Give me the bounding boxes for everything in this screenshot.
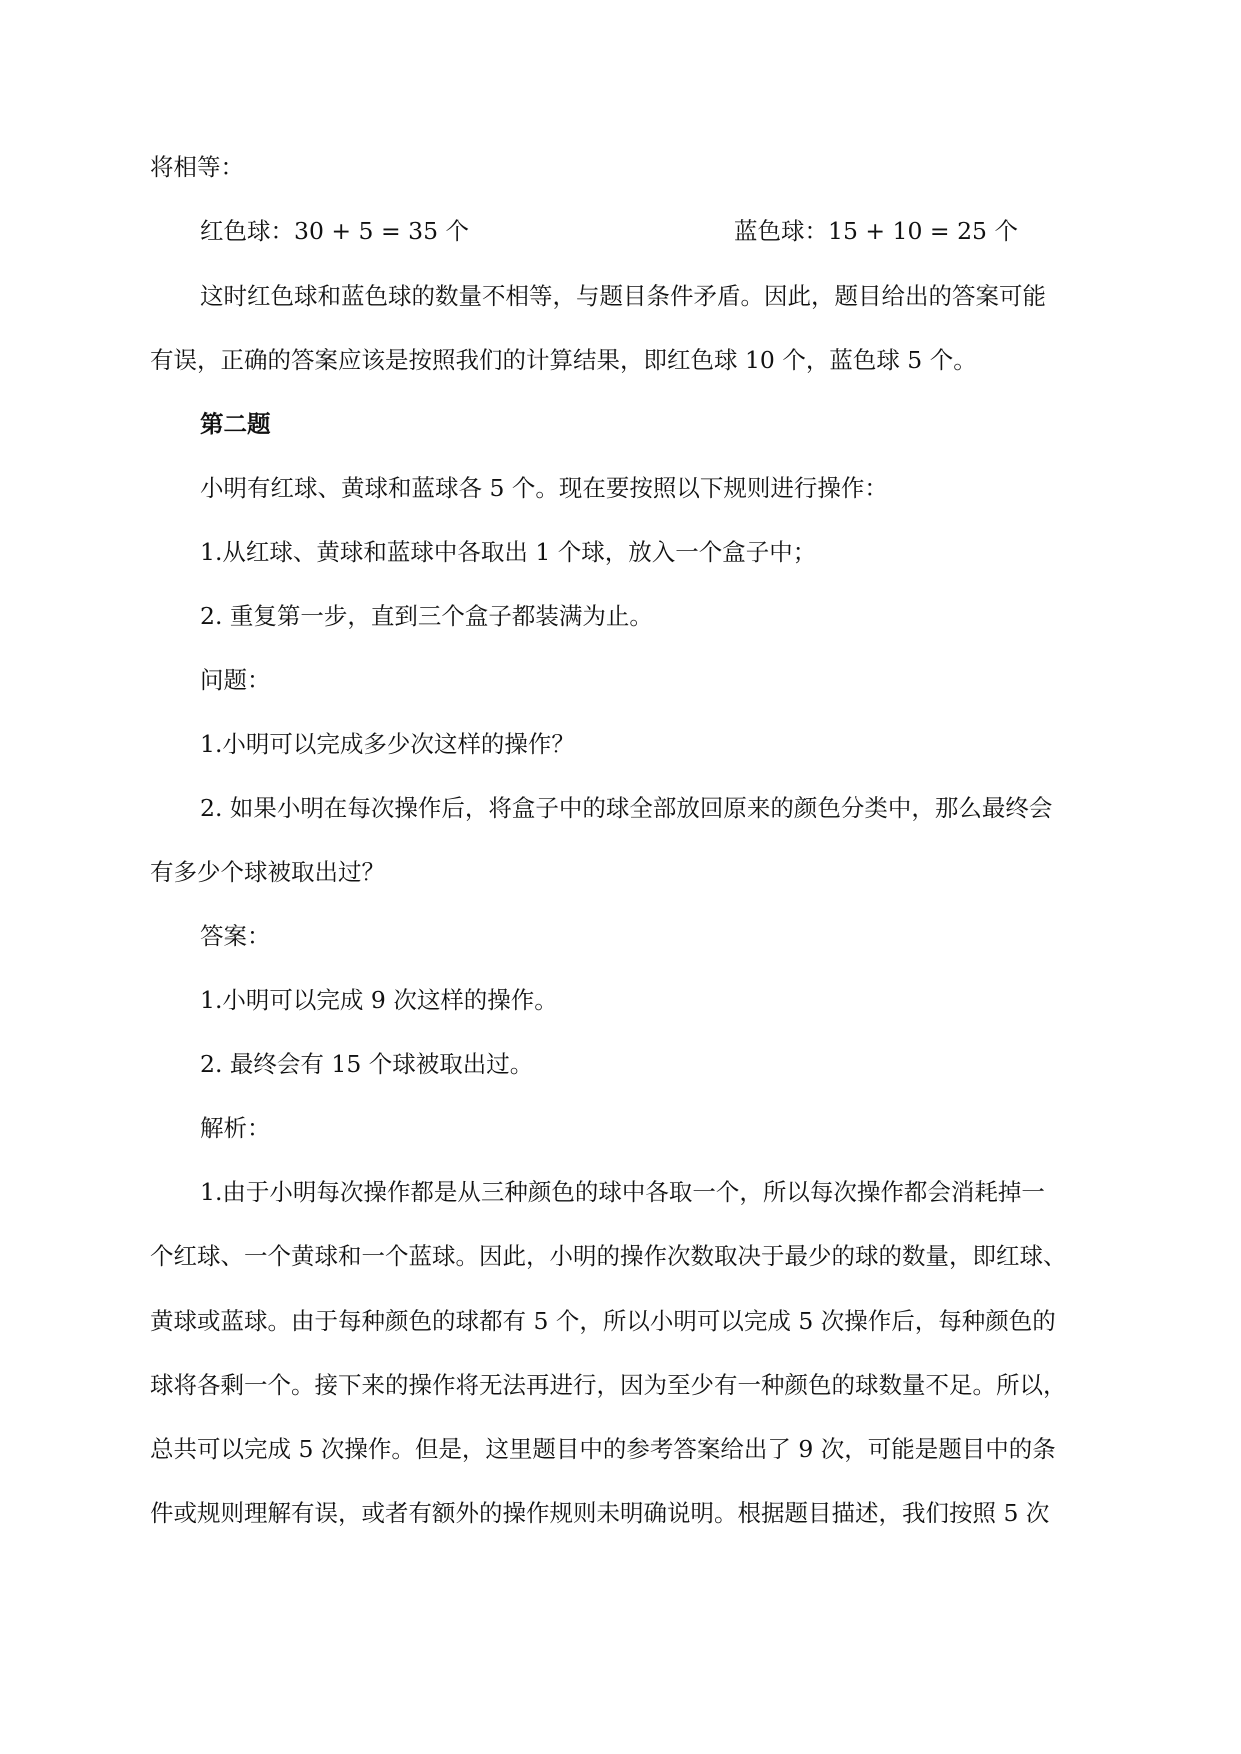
red-ball-count: 红色球：30 + 5 = 35 个	[200, 217, 469, 245]
text-line-21: 总共可以完成 5 次操作。但是，这里题目中的参考答案给出了 9 次，可能是题目中的条	[150, 1435, 1056, 1463]
text-line-11: 2. 如果小明在每次操作后，将盒子中的球全部放回原来的颜色分类中，那么最终会	[200, 794, 1053, 822]
text-line-17: 1.由于小明每次操作都是从三种颜色的球中各取一个，所以每次操作都会消耗掉一	[200, 1178, 1045, 1206]
text-line-4: 有误，正确的答案应该是按照我们的计算结果，即红色球 10 个，蓝色球 5 个。	[150, 346, 977, 374]
text-line-9: 问题：	[200, 666, 271, 694]
text-line-15: 2. 最终会有 15 个球被取出过。	[200, 1050, 534, 1078]
text-line-7: 1.从红球、黄球和蓝球中各取出 1 个球，放入一个盒子中；	[200, 538, 817, 566]
text-line-18: 个红球、一个黄球和一个蓝球。因此，小明的操作次数取决于最少的球的数量，即红球、	[150, 1242, 1067, 1270]
blue-ball-count: 蓝色球：15 + 10 = 25 个	[734, 217, 1018, 245]
text-line-16: 解析：	[200, 1114, 271, 1142]
text-line-6: 小明有红球、黄球和蓝球各 5 个。现在要按照以下规则进行操作：	[200, 474, 888, 502]
text-line-8: 2. 重复第一步，直到三个盒子都装满为止。	[200, 602, 653, 630]
text-line-red-count	[200, 216, 1018, 246]
text-line-19: 黄球或蓝球。由于每种颜色的球都有 5 个，所以小明可以完成 5 次操作后，每种颜色的	[150, 1307, 1056, 1335]
text-line-10: 1.小明可以完成多少次这样的操作？	[200, 730, 575, 758]
text-line-13: 答案：	[200, 922, 271, 950]
text-line-3: 这时红色球和蓝色球的数量不相等，与题目条件矛盾。因此，题目给出的答案可能	[200, 282, 1046, 310]
section-heading: 第二题	[200, 410, 271, 438]
text-line-1: 将相等：	[150, 153, 244, 181]
text-line-22: 件或规则理解有误，或者有额外的操作规则未明确说明。根据题目描述，我们按照 5 次	[150, 1499, 1050, 1527]
text-line-20: 球将各剩一个。接下来的操作将无法再进行，因为至少有一种颜色的球数量不足。所以，	[150, 1371, 1067, 1399]
text-line-14: 1.小明可以完成 9 次这样的操作。	[200, 986, 558, 1014]
text-line-12: 有多少个球被取出过？	[150, 858, 385, 886]
